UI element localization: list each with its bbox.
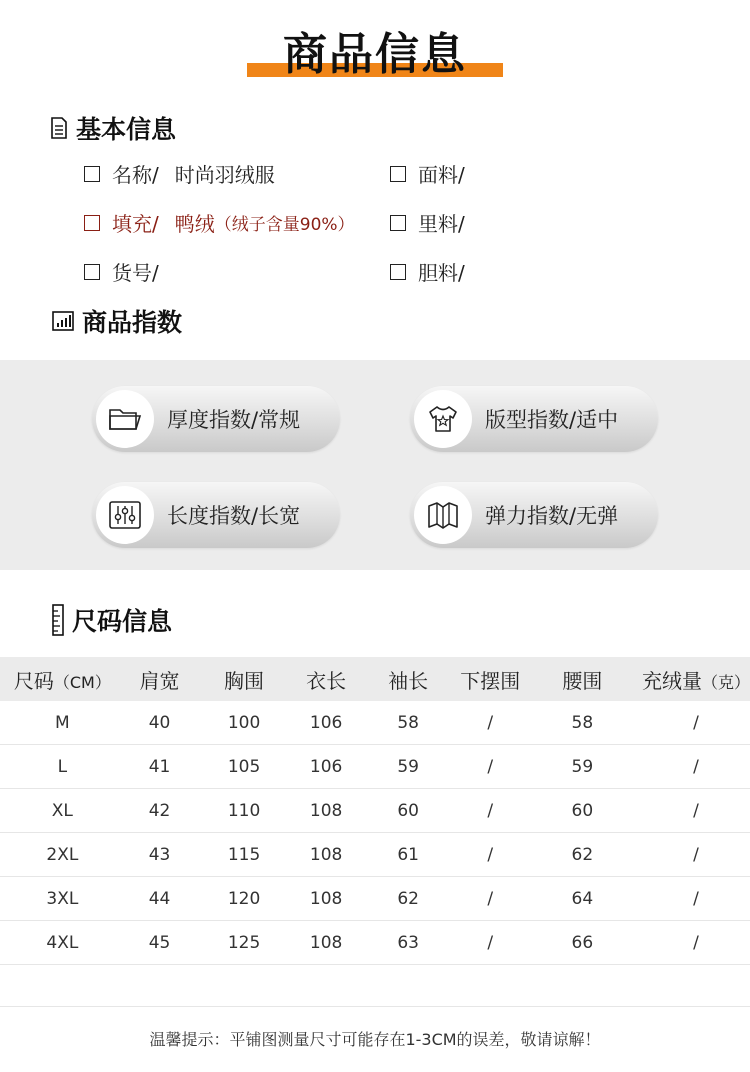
checkbox-icon: [390, 215, 406, 231]
info-item-sku: 货号/: [84, 257, 175, 286]
table-cell: 106: [294, 701, 359, 745]
measurement-note: 温馨提示：平铺图测量尺寸可能存在1-3CM的误差，敬请谅解！: [149, 1030, 601, 1049]
info-item-name: 名称/ 时尚羽绒服: [84, 159, 275, 188]
checkbox-icon: [84, 215, 100, 231]
table-cell: 2XL: [0, 833, 125, 877]
table-cell: 108: [294, 921, 359, 965]
size-column-header: 腰围: [523, 657, 642, 701]
size-info-heading: [52, 602, 172, 638]
table-cell: /: [642, 745, 750, 789]
document-icon: [50, 117, 68, 139]
info-item-liner: 胆料/: [390, 257, 481, 286]
table-cell: 61: [358, 833, 457, 877]
table-cell: 100: [194, 701, 293, 745]
chart-icon: [52, 311, 74, 331]
table-cell: /: [642, 921, 750, 965]
table-cell: 108: [294, 789, 359, 833]
size-column-header: 衣长: [294, 657, 359, 701]
index-pill-thickness: 厚度指数/常规: [92, 386, 340, 452]
size-column-header: 下摆围: [458, 657, 523, 701]
info-item-lining: 里料/: [390, 208, 481, 237]
index-pill-elasticity: 弹力指数/无弹: [410, 482, 658, 548]
table-cell: 62: [523, 833, 642, 877]
table-cell: 45: [125, 921, 195, 965]
table-cell: 3XL: [0, 877, 125, 921]
tshirt-icon: [426, 404, 460, 434]
table-row: [0, 701, 750, 745]
table-cell: L: [0, 745, 125, 789]
map-icon: [426, 500, 460, 530]
table-cell: /: [642, 789, 750, 833]
size-table-body: [0, 701, 750, 965]
basic-info-heading: [50, 110, 176, 146]
table-cell: 106: [294, 745, 359, 789]
table-cell: 62: [358, 877, 457, 921]
size-column-header: 袖长: [358, 657, 457, 701]
table-cell: /: [458, 789, 523, 833]
table-cell: 108: [294, 877, 359, 921]
ruler-icon: [52, 604, 64, 636]
table-cell: 63: [358, 921, 457, 965]
table-row: [0, 877, 750, 921]
table-cell: /: [458, 921, 523, 965]
size-column-header: 充绒量（克）: [642, 657, 750, 701]
table-cell: 115: [194, 833, 293, 877]
table-row: [0, 921, 750, 965]
table-cell: 58: [358, 701, 457, 745]
basic-info-heading-text: 基本信息: [76, 115, 177, 144]
table-cell: /: [642, 877, 750, 921]
size-table-header: [0, 657, 750, 701]
checkbox-icon: [84, 166, 100, 182]
table-cell: 59: [523, 745, 642, 789]
table-row: [0, 789, 750, 833]
table-cell: 59: [358, 745, 457, 789]
table-cell: 108: [294, 833, 359, 877]
size-column-header: 胸围: [194, 657, 293, 701]
title-section: [0, 0, 750, 90]
folder-icon: [108, 405, 142, 433]
product-index-heading-text: 商品指数: [82, 308, 183, 337]
product-index-heading: [52, 303, 182, 339]
table-cell: /: [458, 745, 523, 789]
size-column-header: 尺码（CM）: [0, 657, 125, 701]
table-cell: 64: [523, 877, 642, 921]
table-cell: 42: [125, 789, 195, 833]
table-cell: XL: [0, 789, 125, 833]
table-cell: 41: [125, 745, 195, 789]
table-cell: 105: [194, 745, 293, 789]
table-cell: 60: [523, 789, 642, 833]
table-cell: 58: [523, 701, 642, 745]
table-row: [0, 745, 750, 789]
table-cell: /: [642, 833, 750, 877]
info-item-fabric: 面料/: [390, 159, 481, 188]
page-title: 商品信息: [283, 29, 467, 80]
checkbox-icon: [84, 264, 100, 280]
checkbox-icon: [390, 264, 406, 280]
table-cell: /: [458, 701, 523, 745]
table-cell: 120: [194, 877, 293, 921]
sliders-icon: [108, 500, 142, 530]
size-info-heading-text: 尺码信息: [72, 607, 173, 636]
table-cell: /: [458, 833, 523, 877]
checkbox-icon: [390, 166, 406, 182]
divider: [0, 1006, 750, 1007]
table-cell: 110: [194, 789, 293, 833]
table-cell: 60: [358, 789, 457, 833]
size-table: [0, 657, 750, 965]
table-cell: /: [642, 701, 750, 745]
table-cell: 125: [194, 921, 293, 965]
table-cell: 44: [125, 877, 195, 921]
table-row: [0, 833, 750, 877]
index-pill-length: 长度指数/长宽: [92, 482, 340, 548]
table-cell: 66: [523, 921, 642, 965]
info-item-filling: 填充/ 鸭绒 （绒子含量90%）: [84, 208, 355, 237]
table-cell: /: [458, 877, 523, 921]
table-cell: 40: [125, 701, 195, 745]
size-column-header: 肩宽: [125, 657, 195, 701]
table-cell: 43: [125, 833, 195, 877]
index-pill-fit: 版型指数/适中: [410, 386, 658, 452]
table-cell: M: [0, 701, 125, 745]
table-cell: 4XL: [0, 921, 125, 965]
